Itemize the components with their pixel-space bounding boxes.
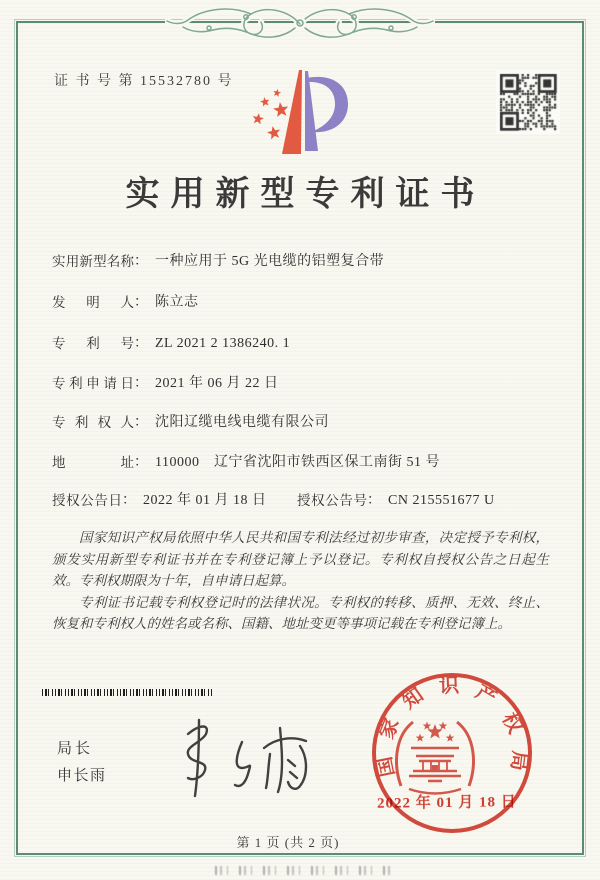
director-signature-graphic xyxy=(158,712,318,802)
cut-off-text-fragment xyxy=(215,866,393,875)
field-row-patentee xyxy=(52,411,560,431)
field-colon: ： xyxy=(134,415,148,430)
certificate-title: 实用新型专利证书 xyxy=(125,176,486,213)
director-title: 局长 xyxy=(57,741,94,757)
national-emblem-icon xyxy=(397,722,474,794)
field-colon: ： xyxy=(134,336,148,351)
grant-number-label: 授权公告号 xyxy=(297,493,367,508)
field-label: 专利申请日 xyxy=(52,376,134,391)
legal-paragraph-2: 专利证书记载专利权登记时的法律状况。专利权的转移、质押、无效、终止、恢复和专利权人的姓名或名称、国籍、地址变更等事项记载在专利登记簿上。 xyxy=(52,594,549,632)
field-colon: ： xyxy=(122,493,136,508)
field-label: 专利号 xyxy=(52,336,134,351)
seal-date: 2022 年 01 月 18 日 xyxy=(376,794,517,812)
director-name: 申长雨 xyxy=(57,768,107,784)
field-row-address xyxy=(52,451,560,471)
grant-number-group xyxy=(297,489,495,509)
field-row-inventor xyxy=(52,291,560,311)
field-label: 实用新型名称 xyxy=(52,254,134,269)
field-colon: ： xyxy=(134,295,148,310)
field-value: 110000 辽宁省沈阳市铁西区保工南街 51 号 xyxy=(155,455,440,470)
cnipa-logo-icon xyxy=(246,64,354,158)
field-value: 一种应用于 5G 光电缆的铝塑复合带 xyxy=(155,254,385,269)
grant-number-value: CN 215551677 U xyxy=(388,493,495,508)
field-value: ZL 2021 2 1386240. 1 xyxy=(155,336,291,351)
field-row-filing-date xyxy=(52,372,560,392)
field-value: 2021 年 06 月 22 日 xyxy=(155,376,279,391)
field-row-utility-model-name xyxy=(52,250,560,270)
field-value: 陈立志 xyxy=(155,295,199,310)
seal-ring-text: 国家知识产权局 xyxy=(373,674,531,779)
field-label: 发明人 xyxy=(52,295,134,310)
field-label: 专利权人 xyxy=(52,415,134,430)
field-value: 沈阳辽缆电线电缆有限公司 xyxy=(155,415,329,430)
grant-date-value: 2022 年 01 月 18 日 xyxy=(143,493,267,508)
certificate-number: 证 书 号 第 15532780 号 xyxy=(54,74,234,89)
field-label: 地址 xyxy=(52,455,134,470)
field-row-grant xyxy=(52,489,560,509)
field-colon: ： xyxy=(134,455,148,470)
legal-paragraph-1: 国家知识产权局依照中华人民共和国专利法经过初步审查，决定授予专利权，颁发实用新型专利证书并在专利登记簿上予以登记。专利权自授权公告之日起生效。专利权期限为十年，自申请日起算。 xyxy=(52,530,549,589)
page-number: 第 1 页 (共 2 页) xyxy=(236,835,340,850)
top-flourish-ornament xyxy=(165,1,435,45)
official-seal xyxy=(357,672,547,840)
grant-date-label: 授权公告日 xyxy=(52,493,122,508)
security-barcode xyxy=(42,689,214,696)
qr-code xyxy=(496,70,560,134)
legal-statement xyxy=(52,527,549,635)
field-colon: ： xyxy=(134,376,148,391)
field-colon: ： xyxy=(134,254,148,269)
field-colon: ： xyxy=(367,493,381,508)
field-row-patent-number xyxy=(52,332,560,352)
